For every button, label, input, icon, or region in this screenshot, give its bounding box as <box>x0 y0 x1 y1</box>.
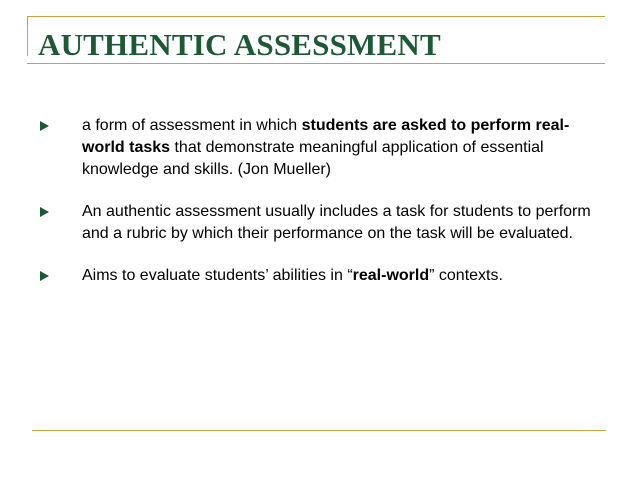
bullet-1-text-end: that demonstrate meaningful application of essential knowledge and skills. (Jon Mueller) <box>82 139 544 178</box>
bullet-3-text-start: Aims to evaluate students’ abilities in “ <box>82 267 353 284</box>
slide-title: AUTHENTIC ASSESSMENT <box>38 27 441 62</box>
top-rule <box>27 16 605 17</box>
left-accent-rule <box>27 16 28 56</box>
square-bullet-icon <box>40 121 49 131</box>
square-bullet-icon <box>40 207 49 217</box>
bullet-3-text-end: ” contexts. <box>429 267 503 284</box>
bullet-1-bold-phrase: students are asked to perform real-world tasks <box>82 117 570 156</box>
bullet-item-3 <box>37 265 607 287</box>
bullet-1-text-start: a form of assessment in which <box>82 117 302 134</box>
square-bullet-icon <box>40 271 49 281</box>
bullet-list <box>37 115 607 307</box>
bullet-item-1 <box>37 115 607 181</box>
bullet-item-2 <box>37 201 607 245</box>
bullet-2-text: An authentic assessment usually includes a task for students to perform and a rubric by which their performance on the task will be evaluated. <box>82 203 591 242</box>
bottom-rule <box>32 430 606 431</box>
bullet-3-bold-phrase: real-world <box>352 267 430 284</box>
title-underline-rule <box>27 63 605 64</box>
